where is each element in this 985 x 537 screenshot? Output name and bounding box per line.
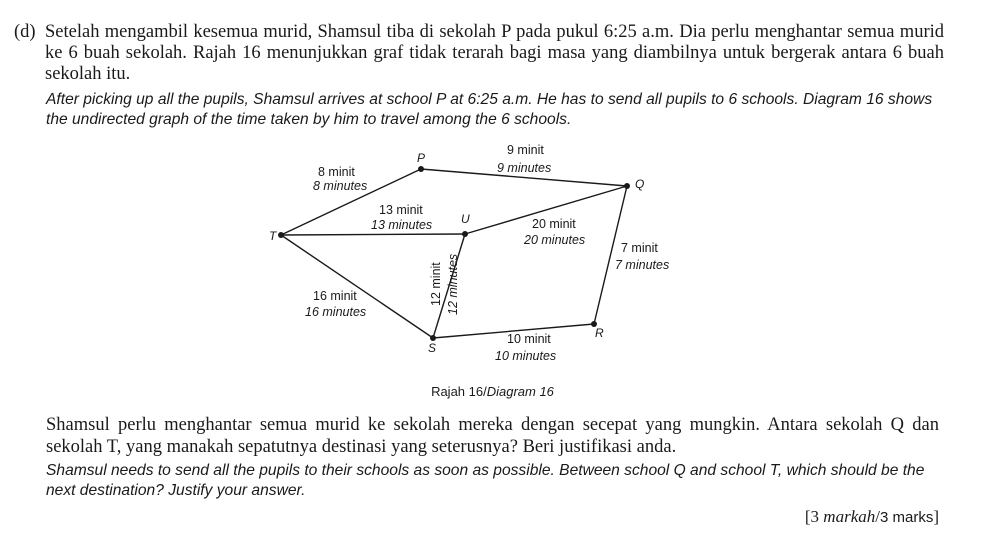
question2-english-text: Shamsul needs to send all the pupils to their schools as soon as possible. Between school Q and school T, which should be the next destination? Justify your answer.: [46, 462, 925, 499]
question-malay-body: Setelah mengambil kesemua murid, Shamsul tiba di sekolah P pada pukul 6:25 a.m. Dia perlu menghantar semua murid ke 6 buah sekolah. Rajah 16 menunjukkan graf tidak terarah bagi masa yang diambilnya untuk bergerak antara 6 buah sekolah itu.: [45, 22, 944, 84]
edge-QR: [594, 186, 627, 324]
node-U-dot: [462, 231, 468, 237]
node-label-R: R: [595, 326, 604, 340]
caption-english: Diagram 16: [486, 384, 554, 399]
edge-TS-label-malay: 16 minit: [313, 289, 357, 303]
edge-PQ-label-english: 9 minutes: [497, 161, 552, 175]
question-english-text: After picking up all the pupils, Shamsul arrives at school P at 6:25 a.m. He has to send all pupils to 6 schools. Diagram 16 shows the undirected graph of the time taken by him to travel among the 6 schools.: [46, 91, 933, 128]
node-label-U: U: [461, 212, 470, 226]
edge-TS: [281, 235, 433, 338]
question2-malay-text: Shamsul perlu menghantar semua murid ke sekolah mereka dengan secepat yang mungkin. Antara sekolah Q dan sekolah T, yang manakah sepatutnya destinasi yang seterusnya? Beri justifikasi anda.: [46, 415, 939, 457]
undirected-graph-diagram: [255, 138, 695, 370]
marks-malay: markah: [823, 507, 876, 526]
caption-malay: Rajah 16/: [431, 384, 487, 399]
edge-QR-label-malay: 7 minit: [621, 241, 658, 255]
edge-TP-label-malay: 8 minit: [318, 165, 355, 179]
question-label: (d): [14, 22, 36, 42]
edge-TP-label-english: 8 minutes: [313, 179, 368, 193]
marks-sep: /: [875, 507, 880, 526]
node-label-P: P: [417, 151, 426, 165]
edge-TU: [281, 234, 465, 235]
edge-UQ-label-malay: 20 minit: [532, 217, 576, 231]
node-label-Q: Q: [635, 177, 645, 191]
edge-UQ-label-english: 20 minutes: [524, 233, 586, 247]
edge-QR-label-english: 7 minutes: [615, 258, 670, 272]
question-malay-text: [14, 22, 944, 85]
node-P-dot: [418, 166, 424, 172]
edge-TS-label-english: 16 minutes: [305, 305, 367, 319]
node-T-dot: [278, 232, 284, 238]
edge-SR-label-malay: 10 minit: [507, 332, 551, 346]
edge-TU-label-english: 13 minutes: [371, 218, 433, 232]
marks-open: [3: [804, 507, 824, 526]
node-label-T: T: [269, 229, 277, 243]
diagram-caption: [0, 384, 985, 399]
edge-US-label-english: 12 minutes: [446, 253, 460, 315]
edge-SR-label-english: 10 minutes: [495, 349, 557, 363]
node-Q-dot: [624, 183, 630, 189]
edge-PQ-label-malay: 9 minit: [507, 143, 544, 157]
marks-allocation: [805, 507, 939, 527]
node-label-S: S: [428, 341, 437, 355]
edge-US-label-malay: 12 minit: [429, 262, 443, 306]
marks-close: ]: [933, 507, 939, 526]
marks-english: 3 marks: [879, 509, 934, 526]
edge-TU-label-malay: 13 minit: [379, 203, 423, 217]
